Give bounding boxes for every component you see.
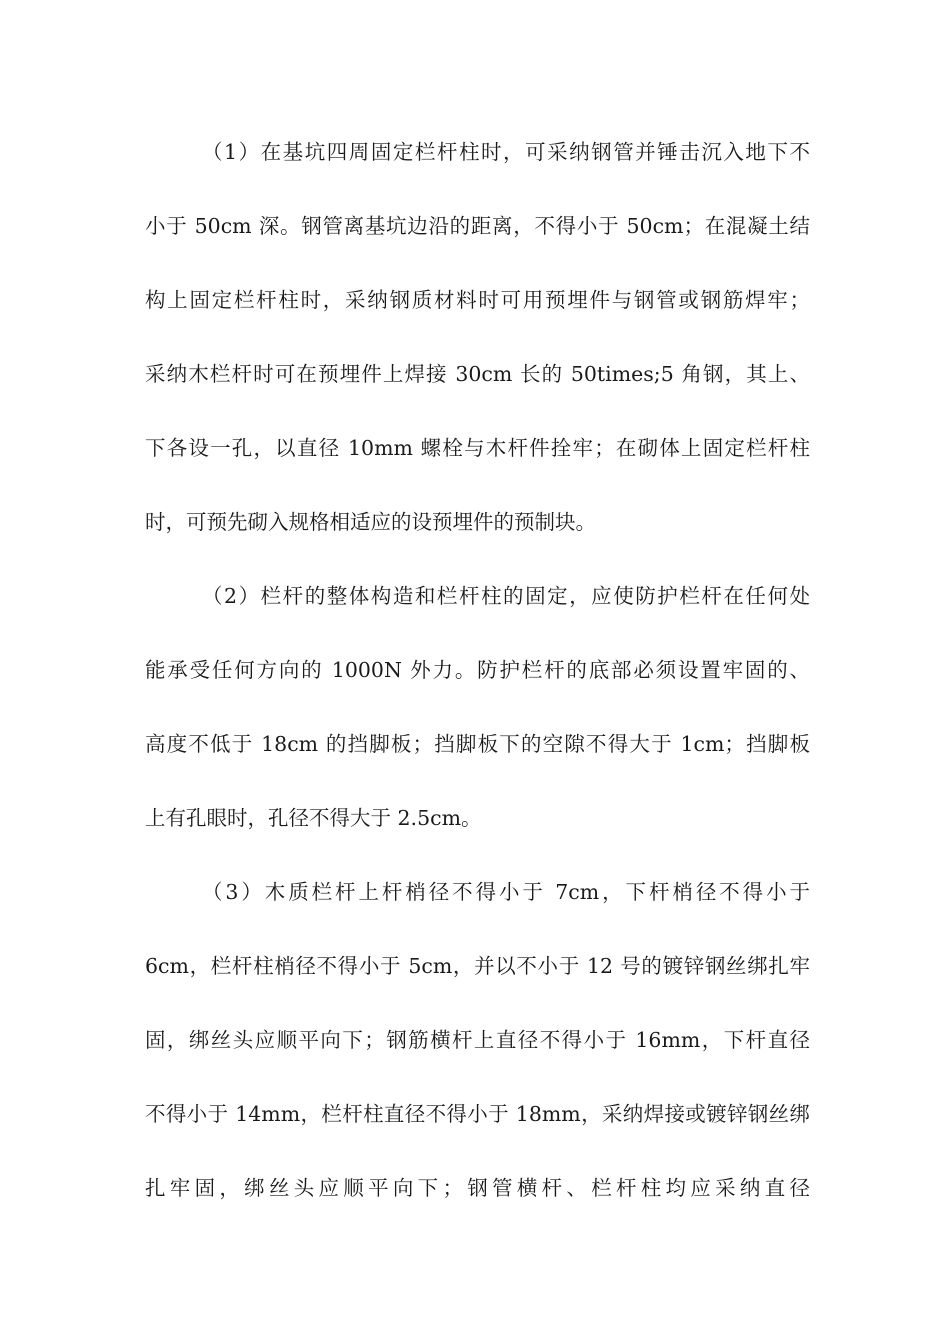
paragraph-3-line-4: 不得小于 14mm，栏杆柱直径不得小于 18mm，采纳焊接或镀锌钢丝绑 <box>145 1102 810 1126</box>
paragraph-3-line-1: （3）木质栏杆上杆梢径不得小于 7cm，下杆梢径不得小于 <box>202 880 810 904</box>
paragraph-2-line-1: （2）栏杆的整体构造和栏杆柱的固定，应使防护栏杆在任何处 <box>202 584 810 608</box>
paragraph-2-line-3: 高度不低于 18cm 的挡脚板；挡脚板下的空隙不得大于 1cm；挡脚板 <box>145 732 810 756</box>
document-body <box>145 133 810 1243</box>
paragraph-1-line-1: （1）在基坑四周固定栏杆柱时，可采纳钢管并锤击沉入地下不 <box>202 140 810 164</box>
paragraph-1-line-4: 采纳木栏杆时可在预埋件上焊接 30cm 长的 50times;5 角钢，其上、 <box>145 362 810 386</box>
paragraph-1-line-5: 下各设一孔，以直径 10mm 螺栓与木杆件拴牢；在砌体上固定栏杆柱 <box>145 436 810 460</box>
paragraph-1-line-2: 小于 50cm 深。钢管离基坑边沿的距离，不得小于 50cm；在混凝土结 <box>145 214 810 238</box>
paragraph-2-line-2: 能承受任何方向的 1000N 外力。防护栏杆的底部必须设置牢固的、 <box>145 658 810 682</box>
paragraph-3-line-2: 6cm，栏杆柱梢径不得小于 5cm，并以不小于 12 号的镀锌钢丝绑扎牢 <box>145 954 810 978</box>
paragraph-3-line-3: 固，绑丝头应顺平向下；钢筋横杆上直径不得小于 16mm，下杆直径 <box>145 1028 810 1052</box>
paragraph-1-line-3: 构上固定栏杆柱时，采纳钢质材料时可用预埋件与钢管或钢筋焊牢； <box>145 288 810 312</box>
paragraph-1-line-6: 时，可预先砌入规格相适应的设预埋件的预制块。 <box>145 510 596 534</box>
paragraph-3-line-5: 扎牢固，绑丝头应顺平向下；钢管横杆、栏杆柱均应采纳直径 <box>145 1176 810 1200</box>
paragraph-2-line-4: 上有孔眼时，孔径不得大于 2.5cm。 <box>145 806 482 830</box>
